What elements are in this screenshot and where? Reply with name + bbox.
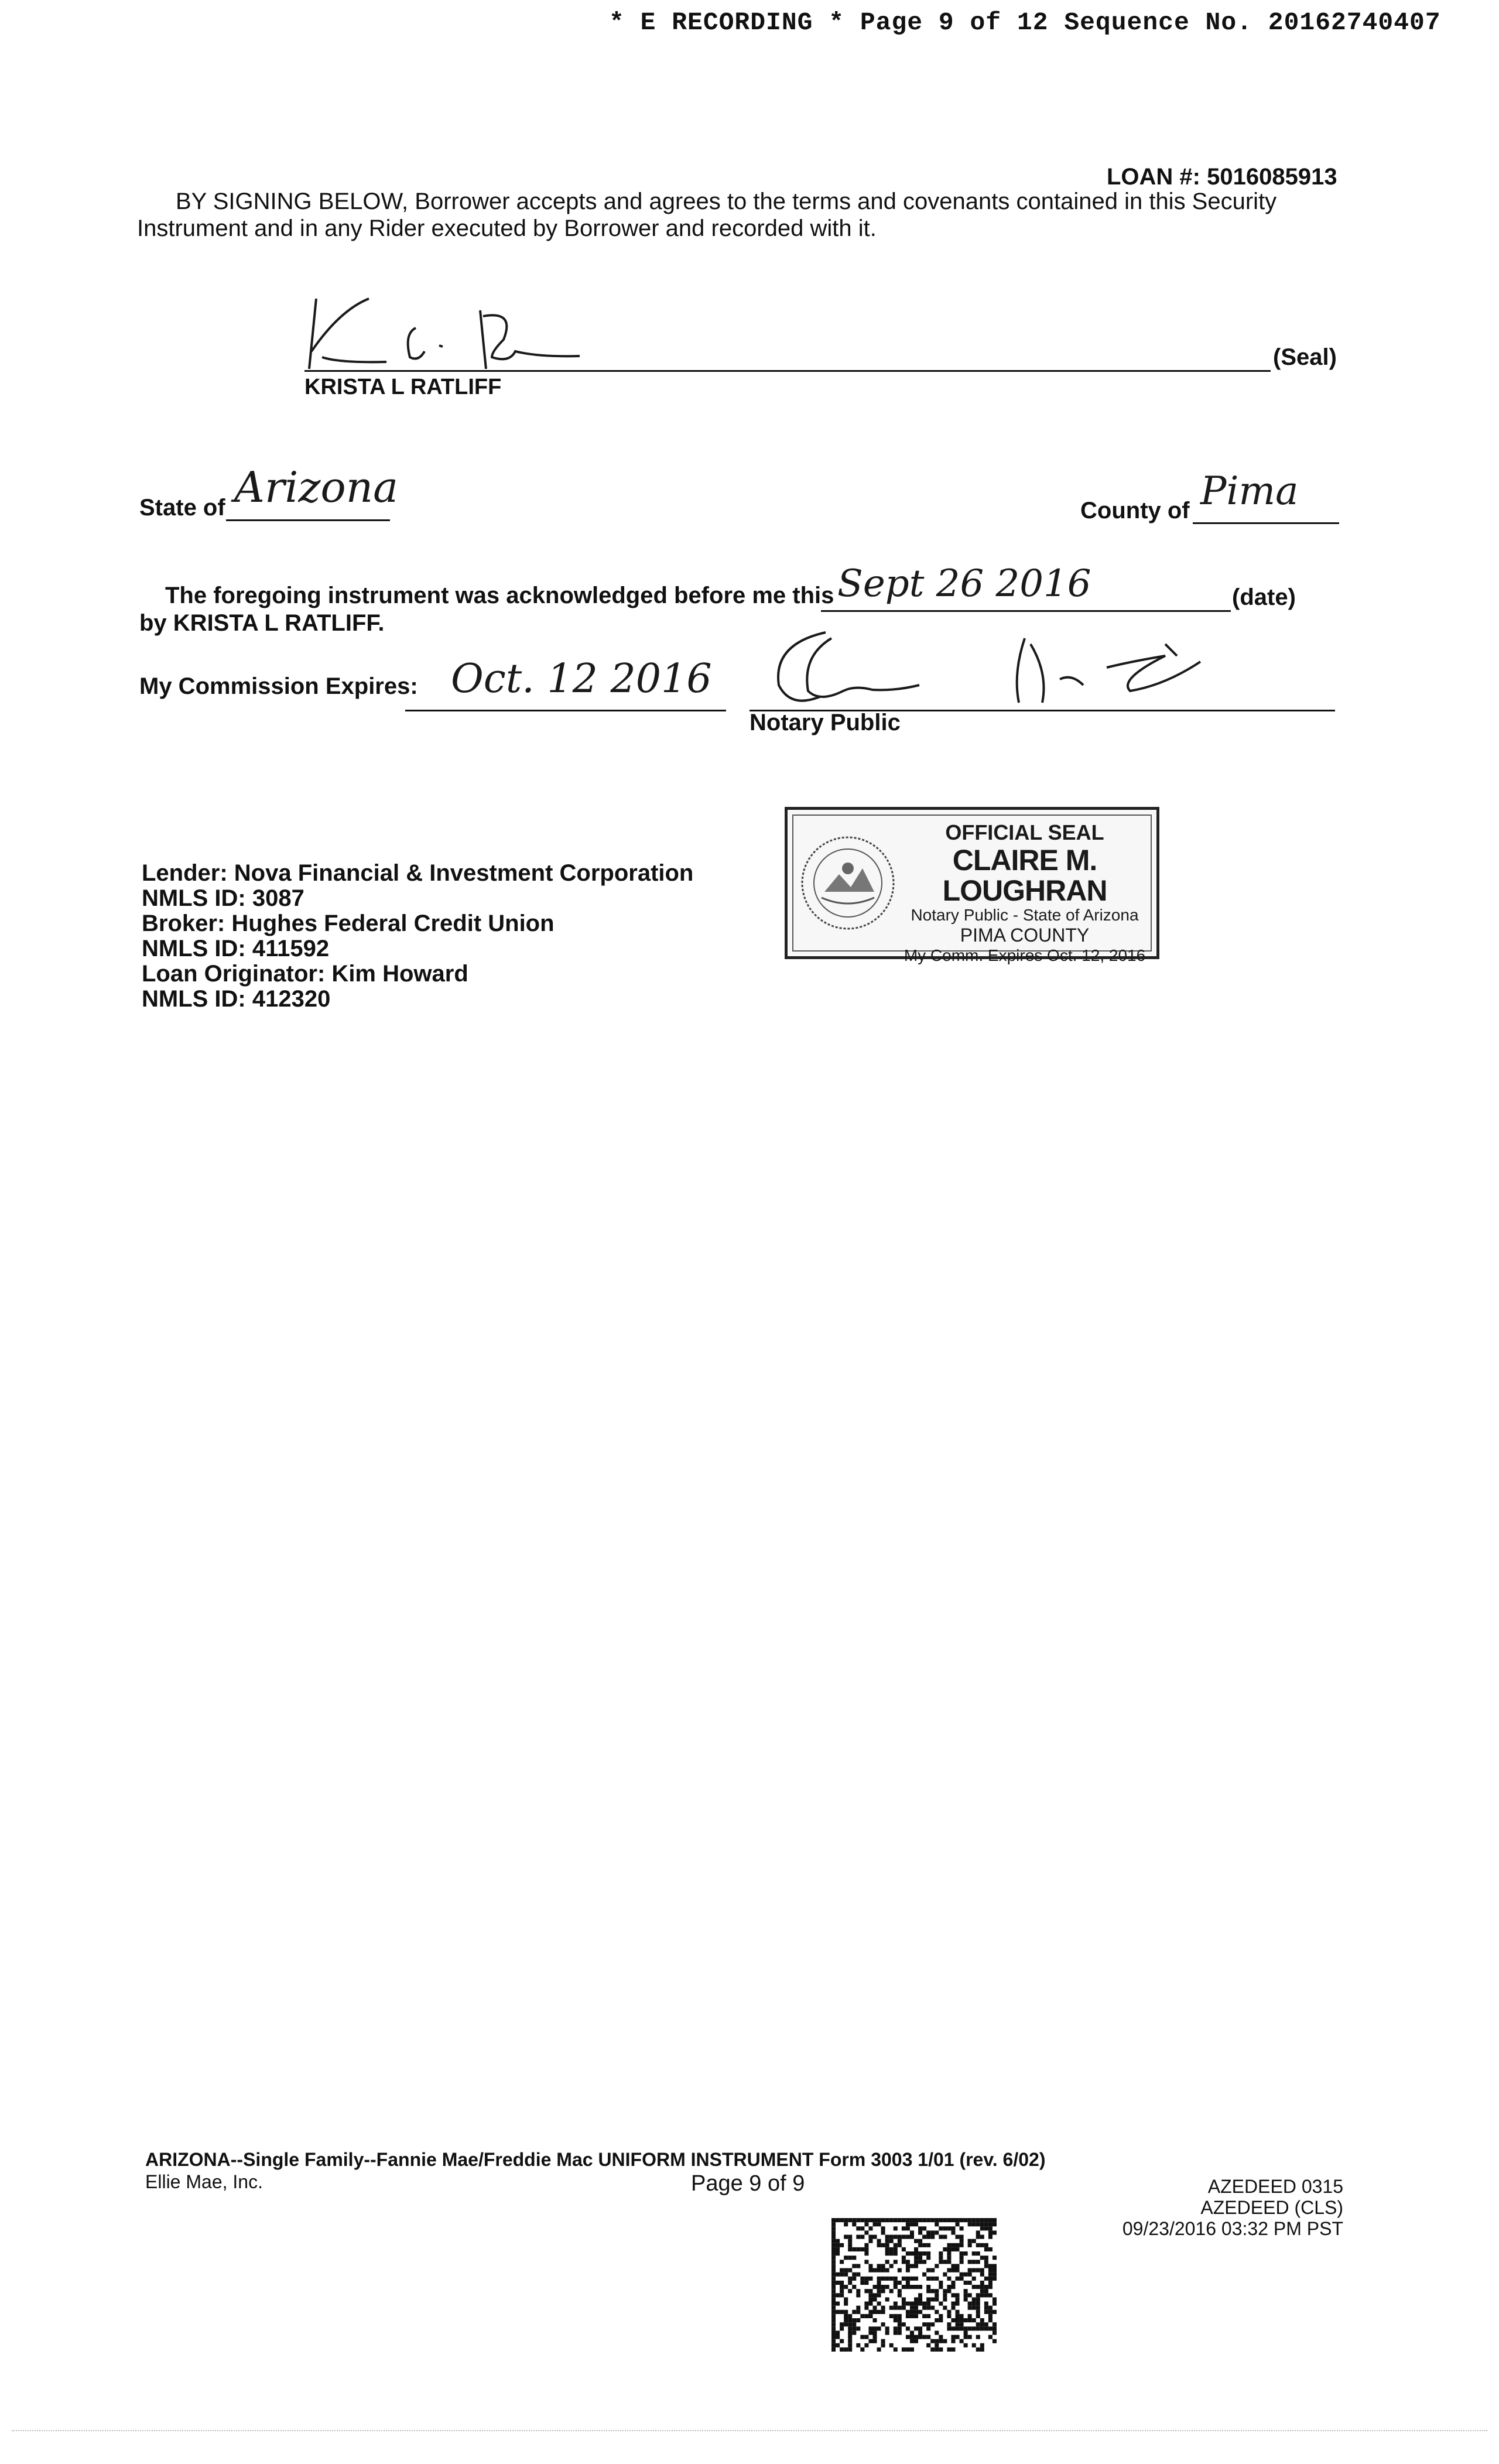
intro-text-line-2: Instrument and in any Rider executed by Borrower and recorded with it. bbox=[137, 215, 877, 241]
footer-code-1: AZEDEED 0315 bbox=[1207, 2176, 1343, 2197]
stamp-notary-name: CLAIRE M. LOUGHRAN bbox=[942, 844, 1107, 907]
county-value: Pima bbox=[1200, 468, 1299, 514]
acknowledgment-date-line bbox=[821, 610, 1231, 612]
form-identifier: ARIZONA--Single Family--Fannie Mae/Freddie Mac UNIFORM INSTRUMENT Form 3003 1/01 (rev. 6/02) bbox=[145, 2149, 1046, 2170]
stamp-expiration: My Comm. Expires Oct. 12, 2016 bbox=[903, 946, 1146, 964]
lender-nmls: NMLS ID: 3087 bbox=[142, 885, 304, 911]
footer-code-2: AZEDEED (CLS) bbox=[1200, 2197, 1343, 2218]
page-number: Page 9 of 9 bbox=[691, 2171, 805, 2196]
commission-line bbox=[405, 710, 726, 711]
date-label: (date) bbox=[1232, 584, 1296, 610]
state-seal-icon bbox=[798, 833, 898, 933]
acknowledgment-text: The foregoing instrument was acknowledged before me this bbox=[165, 583, 834, 608]
loan-originator: Loan Originator: Kim Howard bbox=[142, 961, 468, 987]
bottom-rule bbox=[12, 2430, 1487, 2431]
state-line bbox=[226, 519, 390, 521]
notary-public-label: Notary Public bbox=[750, 710, 901, 735]
lender-info bbox=[142, 861, 693, 1012]
commission-expires-value: Oct. 12 2016 bbox=[451, 656, 712, 702]
originator-nmls: NMLS ID: 412320 bbox=[142, 986, 331, 1012]
acknowledged-by: by KRISTA L RATLIFF. bbox=[139, 610, 385, 636]
barcode-icon bbox=[831, 2218, 997, 2352]
commission-expires-label: My Commission Expires: bbox=[139, 673, 418, 699]
notary-stamp bbox=[785, 807, 1159, 964]
stamp-text bbox=[899, 820, 1151, 965]
acknowledgment-date: Sept 26 2016 bbox=[837, 562, 1091, 605]
seal-label: (Seal) bbox=[1273, 344, 1337, 370]
state-value: Arizona bbox=[234, 463, 399, 512]
lender-name: Lender: Nova Financial & Investment Corporation bbox=[142, 860, 694, 886]
borrower-name: KRISTA L RATLIFF bbox=[304, 375, 502, 399]
loan-number: LOAN #: 5016085913 bbox=[1107, 164, 1337, 190]
stamp-notary-state: Notary Public - State of Arizona bbox=[911, 906, 1139, 924]
county-label: County of bbox=[1080, 498, 1190, 523]
notary-signature bbox=[755, 621, 1236, 714]
broker-name: Broker: Hughes Federal Credit Union bbox=[142, 911, 555, 936]
stamp-title: OFFICIAL SEAL bbox=[945, 820, 1104, 844]
county-line bbox=[1193, 522, 1339, 524]
signature-line bbox=[304, 370, 1271, 372]
footer-codes bbox=[1122, 2176, 1343, 2239]
intro-text-line-1: BY SIGNING BELOW, Borrower accepts and agrees to the terms and covenants contained in this Security bbox=[176, 189, 1277, 214]
publisher: Ellie Mae, Inc. bbox=[145, 2171, 263, 2192]
recording-header: * E RECORDING * Page 9 of 12 Sequence No. 20162740407 bbox=[609, 8, 1441, 37]
broker-nmls: NMLS ID: 411592 bbox=[142, 936, 330, 961]
stamp-county: PIMA COUNTY bbox=[960, 925, 1090, 946]
state-label: State of bbox=[139, 495, 225, 521]
footer-timestamp: 09/23/2016 03:32 PM PST bbox=[1122, 2218, 1343, 2239]
borrower-signature bbox=[304, 287, 632, 375]
